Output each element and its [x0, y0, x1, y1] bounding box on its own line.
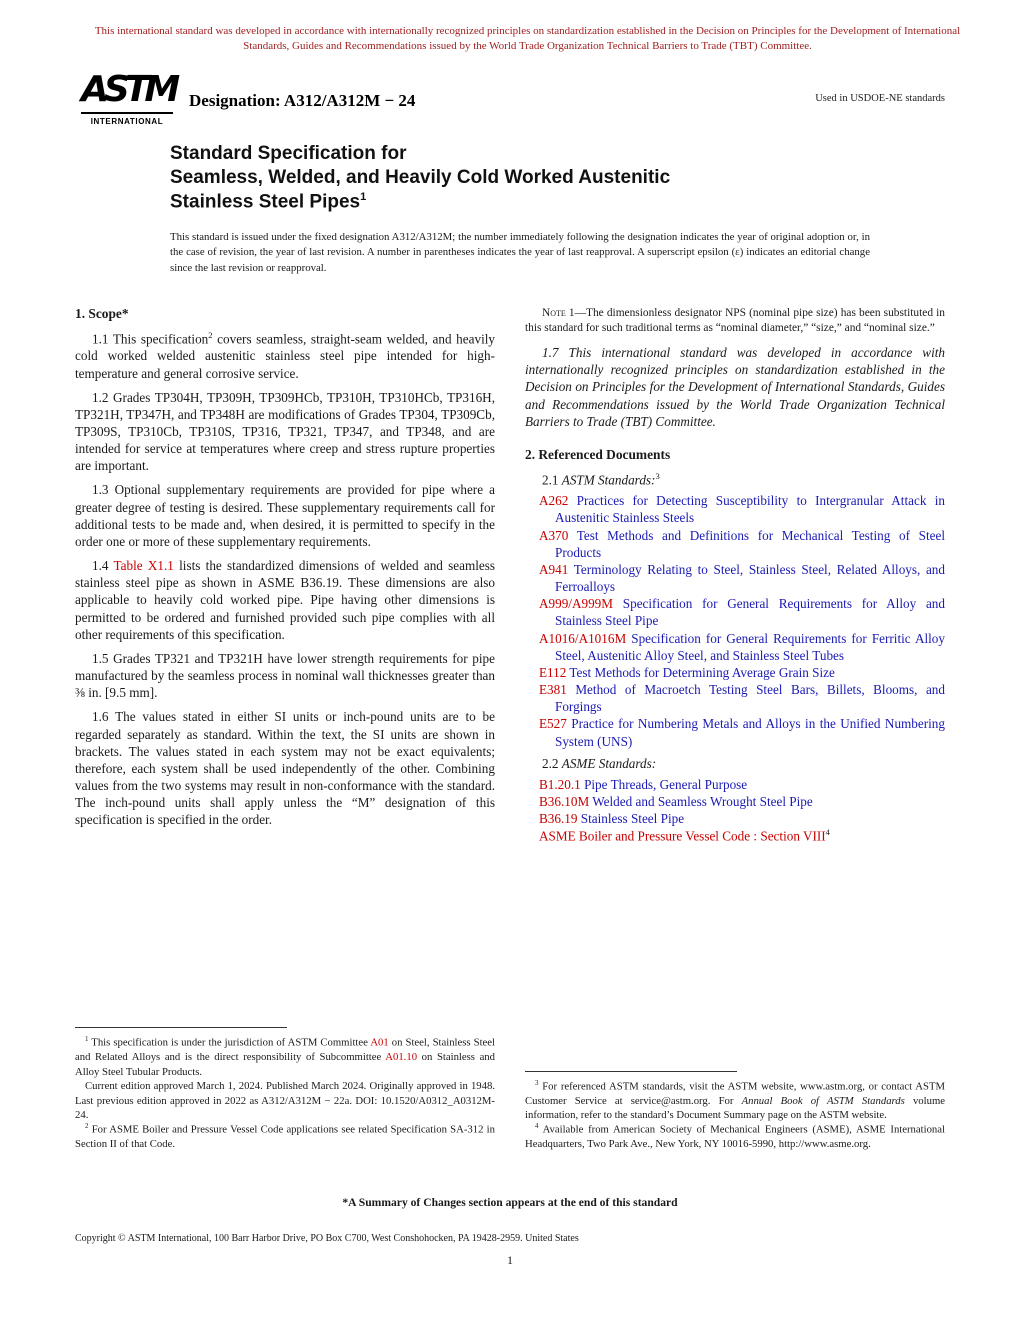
footnote-divider — [525, 1071, 737, 1072]
footnote-3 — [525, 1079, 945, 1123]
bpvc-link[interactable]: ASME Boiler and Pressure Vessel Code : Section VIII — [539, 828, 826, 844]
title-line-3 — [170, 190, 945, 215]
right-column — [525, 306, 945, 1152]
ref-item-a1016 — [525, 630, 945, 664]
footnote-1-text-c: on Stainless and Alloy Steel Tubular Products. — [75, 1051, 495, 1078]
paragraph-1-7: 1.7 This international standard was developed in accordance with internationally recognized principles on standardization established in the Decision on Principles for the Development of International Standards, Guides and Recommendations issued by the World Trade Organization Technical Barriers to Trade (TBT) Committee. — [525, 345, 945, 429]
paragraph-1-4-text-a: 1.4 — [92, 558, 114, 574]
e381-title[interactable]: Method of Macroetch Testing Steel Bars, Billets, Blooms, and Forgings — [555, 682, 945, 715]
ref-item-e527 — [525, 715, 945, 749]
left-column — [75, 306, 495, 1152]
document-body — [75, 306, 945, 1152]
footnote-1 — [75, 1035, 495, 1079]
footnote-1-text-a: This specification is under the jurisdiction of ASTM Committee — [88, 1036, 371, 1049]
a941-link[interactable]: A941 — [539, 561, 569, 577]
e527-link[interactable]: E527 — [539, 716, 567, 732]
footnote-4-text: Available from American Society of Mechanical Engineers (ASME), ASME International Headquarters, Two Park Ave., New York, NY 10016-5990, http://www.asme.org. — [525, 1123, 945, 1151]
paragraph-1-3: 1.3 Optional supplementary requirements are provided for pipe where a greater degree of testing is desired. These supplementary requirements call for additional tests to be made and, when desired, it is permitted to specify in the order one or more of these supplementary requirements. — [75, 482, 495, 549]
title-line-3-text: Stainless Steel Pipes — [170, 191, 361, 213]
astm-logo-icon: ASTM — [81, 68, 176, 110]
astm-logo — [81, 68, 176, 126]
footnote-1-text-b: on Steel, Stainless Steel and Related Alloys and is the direct responsibility of Subcommittee — [75, 1036, 495, 1064]
e112-title[interactable]: Test Methods for Determining Average Grain Size — [566, 664, 835, 680]
paragraph-1-4-text-b: lists the standardized dimensions of welded and seamless stainless steel pipe as shown in ASME B36.19. These dimensions are also applicable to heavily cold worked pipe. Pipe having other dimensions is permitted to be ordered and furnished provided such pipe complies with all other requirements of this specification. — [75, 558, 496, 642]
paragraph-1-4 — [75, 557, 495, 643]
title-line-2: Seamless, Welded, and Heavily Cold Worked Austenitic — [170, 166, 671, 188]
footnote-edition: Current edition approved March 1, 2024. Published March 2024. Originally approved in 1948. Last previous edition approved in 2022 as A312/A312M − 22a. DOI: 10.1520/A0312_A0312M-24. — [75, 1080, 495, 1121]
ref-item-a999 — [525, 595, 945, 629]
footnote-3-text-b: volume information, refer to the standard’s Document Summary page on the ASTM website. — [525, 1094, 946, 1121]
astm-standards-label: ASTM Standards: — [561, 472, 656, 488]
page-number: 1 — [507, 1252, 513, 1267]
ref-item-bpvc — [525, 827, 945, 845]
note-1 — [525, 306, 945, 336]
footnote-3-text-a: For referenced ASTM standards, visit the ASTM website, www.astm.org, or contact ASTM Customer Service at service@astm.org. For — [525, 1080, 945, 1107]
ref-item-b36-19 — [525, 810, 945, 827]
footnote-2-text: For ASME Boiler and Pressure Vessel Code applications see related Specification SA-312 in Section II of that Code. — [75, 1123, 495, 1151]
ref-item-b1-20-1 — [525, 776, 945, 793]
a999-title[interactable]: Specification for General Requirements for Alloy and Stainless Steel Pipe — [555, 596, 945, 629]
scope-heading: 1. Scope* — [75, 305, 129, 321]
footnote-3-italic: Annual Book of ASTM Standards — [741, 1094, 905, 1107]
ref-item-e381 — [525, 681, 945, 715]
b36-10m-link[interactable]: B36.10M — [539, 793, 590, 809]
footnote-2-marker: 2 — [85, 1122, 89, 1131]
ref-item-a941 — [525, 561, 945, 595]
a262-title[interactable]: Practices for Detecting Susceptibility to Intergranular Attack in Austenitic Stainless Steels — [555, 493, 945, 526]
astm-logo-subtext: INTERNATIONAL — [81, 112, 173, 126]
referenced-documents-heading: 2. Referenced Documents — [525, 446, 671, 462]
header — [75, 68, 945, 126]
b36-19-title[interactable]: Stainless Steel Pipe — [577, 810, 685, 826]
footnote-divider — [75, 1027, 287, 1028]
paragraph-1-2: 1.2 Grades TP304H, TP309H, TP309HCb, TP310H, TP310HCb, TP316H, TP321H, TP347H, and TP348H are modifications of Grades TP304, TP309Cb, TP309S, TP310Cb, TP310S, TP316, TP321, TP347, and TP348, and are intended for service at temperatures where creep and stress rupture properties are important. — [75, 389, 495, 474]
footnote-3-marker: 3 — [535, 1078, 539, 1087]
a370-link[interactable]: A370 — [539, 527, 569, 543]
b36-19-link[interactable]: B36.19 — [539, 810, 578, 826]
used-in-note: Used in USDOE-NE standards — [815, 92, 945, 104]
a262-link[interactable]: A262 — [539, 493, 569, 509]
paragraph-1-6: 1.6 The values stated in either SI units or inch-pound units are to be regarded separately as standard. Within the text, the SI units are shown in brackets. The values stated in each system may not be exact equivalents; therefore, each system shall be used independently of the other. Combining values from the two systems may result in non-conformance with the standard. The inch-pound units shall apply unless the “M” designation of this specification is specified in the order. — [75, 709, 495, 828]
paragraph-1-1-text-a: 1.1 This specification — [92, 331, 209, 347]
footnote-3-ref: 3 — [655, 470, 660, 481]
note-1-text: The dimensionless designator NPS (nominal pipe size) has been substituted in this standard for such traditional terms as “nominal diameter,” “size,” and “nominal size.” — [525, 306, 946, 334]
a1016-title[interactable]: Specification for General Requirements for Ferritic Alloy Steel, Austenitic Alloy Steel, and Stainless Steel Tubes — [555, 630, 945, 663]
subcommittee-a01-10-link[interactable]: A01.10 — [385, 1051, 418, 1064]
designation-label: Designation: A312/A312M − 24 — [189, 90, 416, 110]
document-title — [170, 142, 945, 215]
asme-standards-number: 2.2 — [542, 755, 562, 771]
footnote-1-marker: 1 — [85, 1035, 89, 1044]
a370-title[interactable]: Test Methods and Definitions for Mechanical Testing of Steel Products — [555, 527, 945, 560]
wto-standards-notice: This international standard was developed in accordance with internationally recognized principles on standardization established in the Decision on Principles for the Development of International Standards, Guides and Recommendations issued by the World Trade Organization Technical Barriers to Trade (TBT) Committee. — [94, 25, 961, 53]
table-x1-1-link[interactable]: Table X1.1 — [113, 558, 174, 574]
ref-item-a370 — [525, 527, 945, 561]
a1016-link[interactable]: A1016/A1016M — [539, 630, 627, 646]
asme-standards-subheading — [525, 756, 945, 772]
astm-standards-number: 2.1 — [542, 472, 562, 488]
footnote-4-ref: 4 — [825, 827, 830, 838]
footnote-4 — [525, 1122, 945, 1151]
title-line-1: Standard Specification for — [170, 142, 407, 164]
ref-item-b36-10m — [525, 793, 945, 810]
paragraph-1-1 — [75, 330, 495, 382]
e112-link[interactable]: E112 — [539, 664, 567, 680]
e381-link[interactable]: E381 — [539, 682, 567, 698]
committee-a01-link[interactable]: A01 — [370, 1036, 389, 1049]
footnote-2 — [75, 1122, 495, 1151]
copyright-line: Copyright © ASTM International, 100 Barr Harbor Drive, PO Box C700, West Conshohocken, PA 19428-2959. United States — [75, 1232, 579, 1244]
e527-title[interactable]: Practice for Numbering Metals and Alloys in the Unified Numbering System (UNS) — [555, 716, 945, 749]
footnote-2-ref: 2 — [208, 329, 213, 340]
footnote-4-marker: 4 — [535, 1122, 539, 1131]
asme-standards-label: ASME Standards: — [561, 755, 657, 771]
a999-link[interactable]: A999/A999M — [539, 596, 613, 612]
left-footnotes — [75, 1021, 495, 1152]
ref-item-a262 — [525, 492, 945, 526]
astm-standards-subheading — [525, 471, 945, 488]
b36-10m-title[interactable]: Welded and Seamless Wrought Steel Pipe — [589, 793, 813, 809]
b1-20-1-title[interactable]: Pipe Threads, General Purpose — [580, 776, 748, 792]
paragraph-1-5: 1.5 Grades TP321 and TP321H have lower strength requirements for pipe manufactured by the seamless process in nominal wall thicknesses greater than ⅜ in. [9.5 mm]. — [75, 650, 495, 701]
a941-title[interactable]: Terminology Relating to Steel, Stainless Steel, Related Alloys, and Ferroalloys — [555, 561, 945, 595]
b1-20-1-link[interactable]: B1.20.1 — [539, 776, 581, 792]
summary-of-changes-note: *A Summary of Changes section appears at the end of this standard — [342, 1195, 678, 1209]
issued-note: This standard is issued under the fixed designation A312/A312M; the number immediately following the designation indicates the year of original adoption or, in the case of revision, the year of last revision. A number in parentheses indicates the year of last reapproval. A superscript epsilon (ε) indicates an editorial change since the last revision or reapproval. — [170, 230, 870, 274]
note-1-label: Note 1— — [542, 306, 586, 319]
paragraph-1-1-text-b: covers seamless, straight-seam welded, and heavily cold worked welded austenitic stainless steel pipe intended for high-temperature and general corrosive service. — [75, 331, 495, 381]
ref-item-e112 — [525, 664, 945, 681]
title-footnote-ref: 1 — [360, 191, 367, 204]
right-footnotes — [525, 1065, 945, 1152]
